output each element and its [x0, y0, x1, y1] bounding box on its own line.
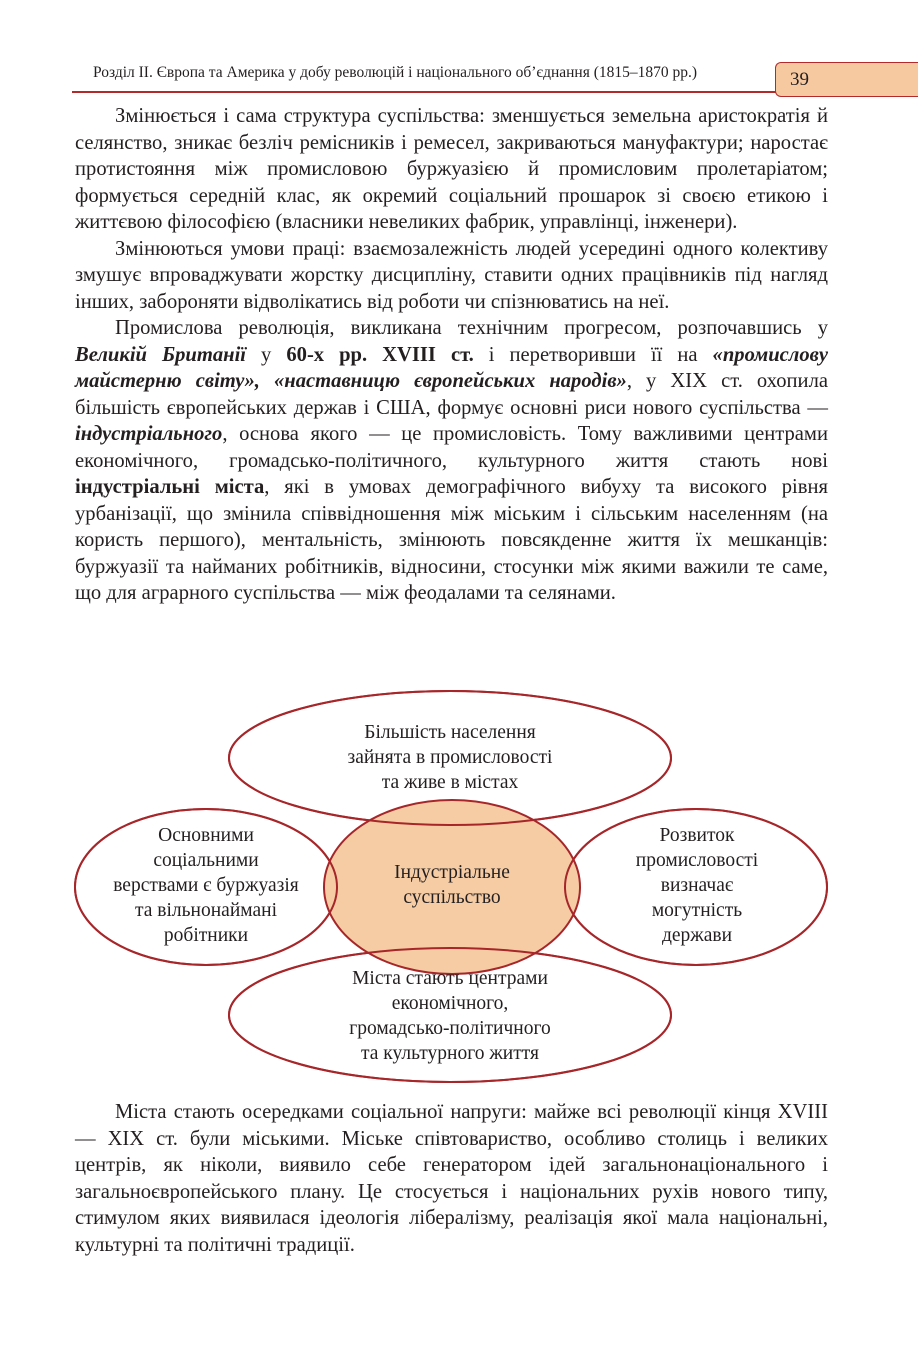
- text-block-top: [75, 103, 828, 607]
- label-line: та живе в містах: [381, 772, 519, 793]
- label-line: Індустріальне: [394, 862, 510, 883]
- header-rule: [72, 91, 784, 93]
- text-run: , які в умовах демографічного вибуху та високого рівня урбанізації, що змінила співвідношення між міським і сільським населенням (на користь першого), ментальність, змінюють повсякденне життя їх мешканців: буржуазії та найманих робітників, відносини, стосунки між якими важили те саме, що для аграрного суспільства — між феодалами та селянами.: [75, 476, 828, 604]
- label-line: промисловості: [635, 850, 759, 871]
- emphasis-great-britain: Великій Британії: [75, 343, 247, 366]
- label-line: соціальними: [153, 850, 259, 871]
- paragraph-cities-tension: Міста стають осередками соціальної напруги: майже всі революції кінця XVIII — XIX ст. були міськими. Міське співтовариство, особливо столиць і великих центрів, як ніколи, виявило себе генератором ідей загальнонаціонального і загальноєвропейського плану. Це стосується і національних рухів нового типу, стимулом яких виявилася ідеологія лібералізму, реалізація якої мала національні, культурні та політичні традиції.: [75, 1101, 828, 1256]
- label-line: держави: [661, 925, 733, 946]
- label-line: визначає: [660, 875, 734, 896]
- label-line: Більшість населення: [364, 722, 536, 743]
- running-header-title: Розділ ІІ. Європа та Америка у добу революцій і національного об’єднання (1815–1870 рр.): [93, 64, 698, 81]
- center-node-label: [362, 860, 542, 910]
- bottom-node-label: [310, 966, 590, 1066]
- emphasis-industrial: індустріального: [75, 423, 223, 445]
- page-number-badge: [775, 62, 918, 97]
- label-line: суспільство: [403, 887, 501, 908]
- paragraph-industrial-revolution: [75, 315, 828, 607]
- text-run: , у XIX ст. охопила більшість європейських держав і США, формує основні риси нового суспільства —: [75, 370, 828, 419]
- left-node-label: [90, 823, 322, 948]
- emphasis-industrial-cities: індустріальні міста: [75, 476, 265, 498]
- text-block-bottom: [75, 1099, 828, 1258]
- label-line: верствами є буржуазія: [113, 875, 299, 896]
- label-line: зайнята в промисловості: [347, 747, 553, 768]
- text-run: , основа якого — це промисловість. Тому важливими центрами економічного, громадсько-політичного, культурного життя стають нові: [75, 423, 828, 472]
- label-line: Основними: [158, 825, 254, 846]
- label-line: Розвиток: [659, 825, 735, 846]
- page-number: 39: [790, 69, 809, 90]
- text-run: і перетворивши її на: [473, 343, 713, 366]
- label-line: могутність: [651, 900, 743, 921]
- label-line: робітники: [163, 925, 249, 946]
- label-line: та культурного життя: [360, 1043, 539, 1064]
- label-line: громадсько-політичного: [349, 1018, 551, 1039]
- paragraph-work-conditions: Змінюються умови праці: взаємозалежність людей усередині одного колективу змушує впроваджувати жорстку дисципліну, ставити одних працівників під нагляд інших, забороняти відволікатись від роботи чи спізнюватись на неї.: [75, 237, 828, 313]
- text-run: Промислова революція, викликана технічним прогресом, розпочавшись у: [115, 317, 828, 339]
- industrial-society-diagram: [72, 688, 832, 1086]
- paragraph-social-structure: Змінюється і сама структура суспільства: зменшується земельна аристократія й селянство, зникає безліч ремісників і ремесел, закриваються мануфактури; наростає протистояння між промисловою буржуазією й промисловим пролетаріатом; формується середній клас, як окремий соціальний прошарок зі своєю етикою і життєвою філософією (власники невеликих фабрик, управлінці, інженери).: [75, 105, 828, 233]
- text-run: у: [246, 343, 287, 366]
- top-node-label: [310, 720, 590, 795]
- emphasis-date: 60-х рр. XVIII ст.: [286, 343, 474, 366]
- label-line: економічного,: [391, 993, 509, 1014]
- right-node-label: [602, 823, 792, 948]
- label-line: та вільнонаймані: [135, 900, 277, 921]
- label-line: Міста стають центрами: [352, 968, 548, 989]
- emphasis-workshop-of-world: «промислову майстерню світу», «наставницю європейських народів»: [75, 343, 829, 392]
